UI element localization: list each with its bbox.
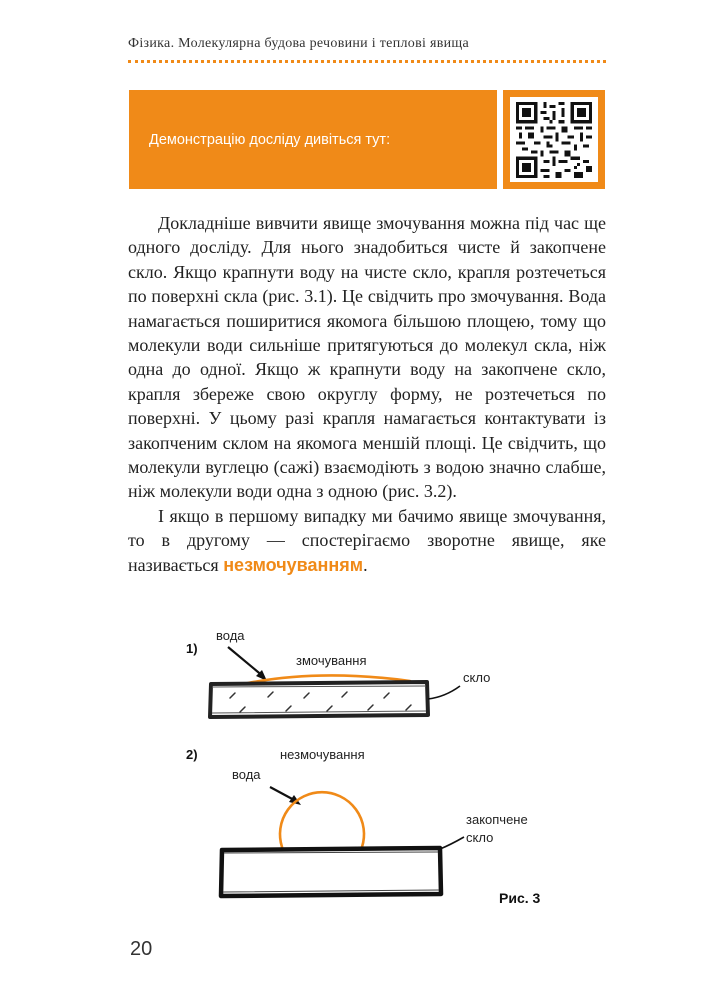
- term-highlight: незмочуванням: [223, 554, 364, 575]
- glass-hatch-marks: [230, 692, 411, 712]
- header-dotted-divider: [128, 60, 606, 63]
- video-banner: [129, 90, 497, 189]
- smoked-glass-plate-texture: [223, 852, 439, 892]
- figure-arrow-water-1: [228, 647, 264, 677]
- paragraph-2-end: .: [363, 554, 368, 575]
- qr-frame[interactable]: [503, 90, 605, 189]
- paragraph-1: Докладніше вивчити явище змочування можна під час ще одного досліду. Для нього знадобиться чисте й закопчене скло. Якщо крапнути воду на чисте скло, крапля розтечеться по поверхні скла (рис. 3.1). Це свідчить про змочування. Вода намагається поширитися якомога більшою площею, тому що молекули води сильніше притягуються до молекул скла, ніж одна до одної. Якщо ж крапнути воду на закопчене скло, крапля збереже свою округлу форму, не розтечеться по поверхні. У цьому разі крапля намагається контактувати із закопченим склом на якомога меншій площі. Це свідчить, що молекули вуглецю (сажі) взаємодіють з водою значно слабше, ніж молекули води одна з одною (рис. 3.2).: [128, 213, 606, 502]
- figure-label-nonwetting: незмочування: [280, 747, 365, 762]
- figure-pointer-smoked-glass: [440, 837, 464, 849]
- figure-label-glass: скло: [463, 670, 491, 685]
- figure-pointer-glass: [428, 686, 460, 699]
- figure-part-1-number: 1): [186, 641, 198, 656]
- figure-label-water-2: вода: [232, 767, 261, 782]
- body-text: [128, 211, 606, 577]
- figure-part-2-number: 2): [186, 747, 198, 762]
- figure-label-water-1: вода: [216, 628, 245, 643]
- figure-3: [170, 615, 570, 920]
- qr-code-icon[interactable]: [516, 102, 592, 178]
- page-header: [128, 36, 608, 52]
- figure-label-smoked-glass-1: закопчене: [466, 812, 528, 827]
- qr-container: [510, 97, 598, 182]
- smoked-glass-plate: [221, 848, 441, 896]
- paragraph-2-text: І якщо в першому випадку ми бачимо явище змочування, то в другому — спостерігаємо зворотне явище, яке називається: [128, 505, 606, 575]
- figure-label-smoked-glass-2: скло: [466, 830, 494, 845]
- paragraph-2: [128, 504, 606, 577]
- wetting-diagram: [170, 615, 570, 915]
- figure-label-wetting: змочування: [296, 653, 367, 668]
- figure-caption: Рис. 3: [499, 890, 541, 906]
- page-number: 20: [130, 938, 153, 960]
- banner-text: Демонстрацію досліду дивіться тут:: [149, 132, 391, 148]
- header-title: Фізика. Молекулярна будова речовини і теплові явища: [128, 36, 470, 51]
